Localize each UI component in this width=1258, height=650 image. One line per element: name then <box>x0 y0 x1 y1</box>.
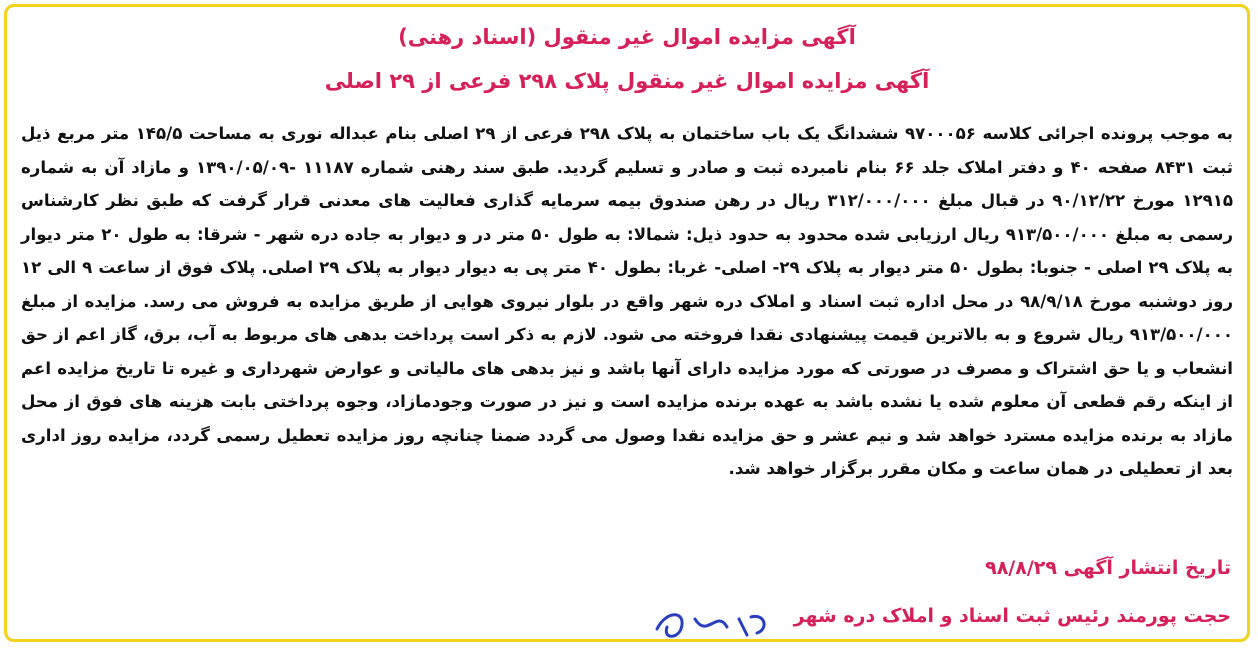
notice-sub-title: آگهی مزایده اموال غیر منقول پلاک ۲۹۸ فرعی از ۲۹ اصلی <box>324 69 930 93</box>
notice-body: به موجب پرونده اجرائی کلاسه ۹۷۰۰۰۵۶ ششدانگ یک باب ساختمان به پلاک ۲۹۸ فرعی از ۲۹ اصلی بنام عبداله نوری به مساحت ۱۴۵/۵ متر مربع ذیل ثبت ۸۴۳۱ صفحه ۴۰ و دفتر املاک جلد ۶۶ بنام نامبرده ثبت و صادر و تسلیم گردید. طبق سند رهنی شماره ۱۱۱۸۷ -۱۳۹۰/۰۵/۰۹ و مازاد آن به شماره ۱۲۹۱۵ مورخ ۹۰/۱۲/۲۲ در قبال مبلغ ۳۱۲/۰۰۰/۰۰۰ ریال در رهن صندوق بیمه سرمایه گذاری فعالیت های معدنی قرار گرفت که طبق نظر کارشناس رسمی به مبلغ ۹۱۳/۵۰۰/۰۰۰ ریال ارزیابی شده محدود به حدود ذیل: شمالا: به طول ۵۰ متر در و دیوار به جاده دره شهر - شرقا: به طول ۲۰ متر دیوار به پلاک ۲۹ اصلی - جنوبا: بطول ۵۰ متر دیوار به پلاک ۲۹- اصلی- غربا: بطول ۴۰ متر پی به دیوار دیوار به پلاک ۲۹ اصلی. پلاک فوق از ساعت ۹ الی ۱۲ روز دوشنبه مورخ ۹۸/۹/۱۸ در محل اداره ثبت اسناد و املاک دره شهر واقع در بلوار نیروی هوایی از طریق مزایده به فروش می رسد. مزایده از مبلغ ۹۱۳/۵۰۰/۰۰۰ ریال شروع و به بالاترین قیمت پیشنهادی نقدا فروخته می شود. لازم به ذکر است پرداخت بدهی های مربوط به آب، برق، گاز اعم از حق انشعاب و یا حق اشتراک و مصرف در صورتی که مورد مزایده دارای آنها باشد و نیز بدهی های مالیاتی و عوارض شهرداری و غیره تا تاریخ مزایده اعم از اینکه رقم قطعی آن معلوم شده یا نشده باشد به عهده برنده مزایده است و نیز در صورت وجودمازاد، وجوه پرداختی بابت هزینه های فوق از محل مازاد به برنده مزایده مسترد خواهد شد و نیم عشر و حق مزایده نقدا وصول می گردد ضمنا چنانچه روز مزایده تعطیل رسمی گردد، مزایده روز اداری بعد از تعطیلی در همان ساعت و مکان مقرر برگزار خواهد شد. <box>21 124 1233 478</box>
notice-frame <box>4 4 1250 642</box>
frame-corner-bottom-right <box>1230 622 1250 642</box>
frame-corner-top-left <box>4 4 24 24</box>
publish-date: تاریخ انتشار آگهی ۹۸/۸/۲۹ <box>985 557 1231 579</box>
frame-corner-top-right <box>1230 4 1250 24</box>
handwritten-mark-icon <box>647 599 777 642</box>
frame-corner-bottom-left <box>4 622 24 642</box>
signature-line: حجت پورمند رئیس ثبت اسناد و املاک دره شهر <box>793 605 1231 627</box>
notice-main-title: آگهی مزایده اموال غیر منقول (اسناد رهنی) <box>398 25 856 49</box>
